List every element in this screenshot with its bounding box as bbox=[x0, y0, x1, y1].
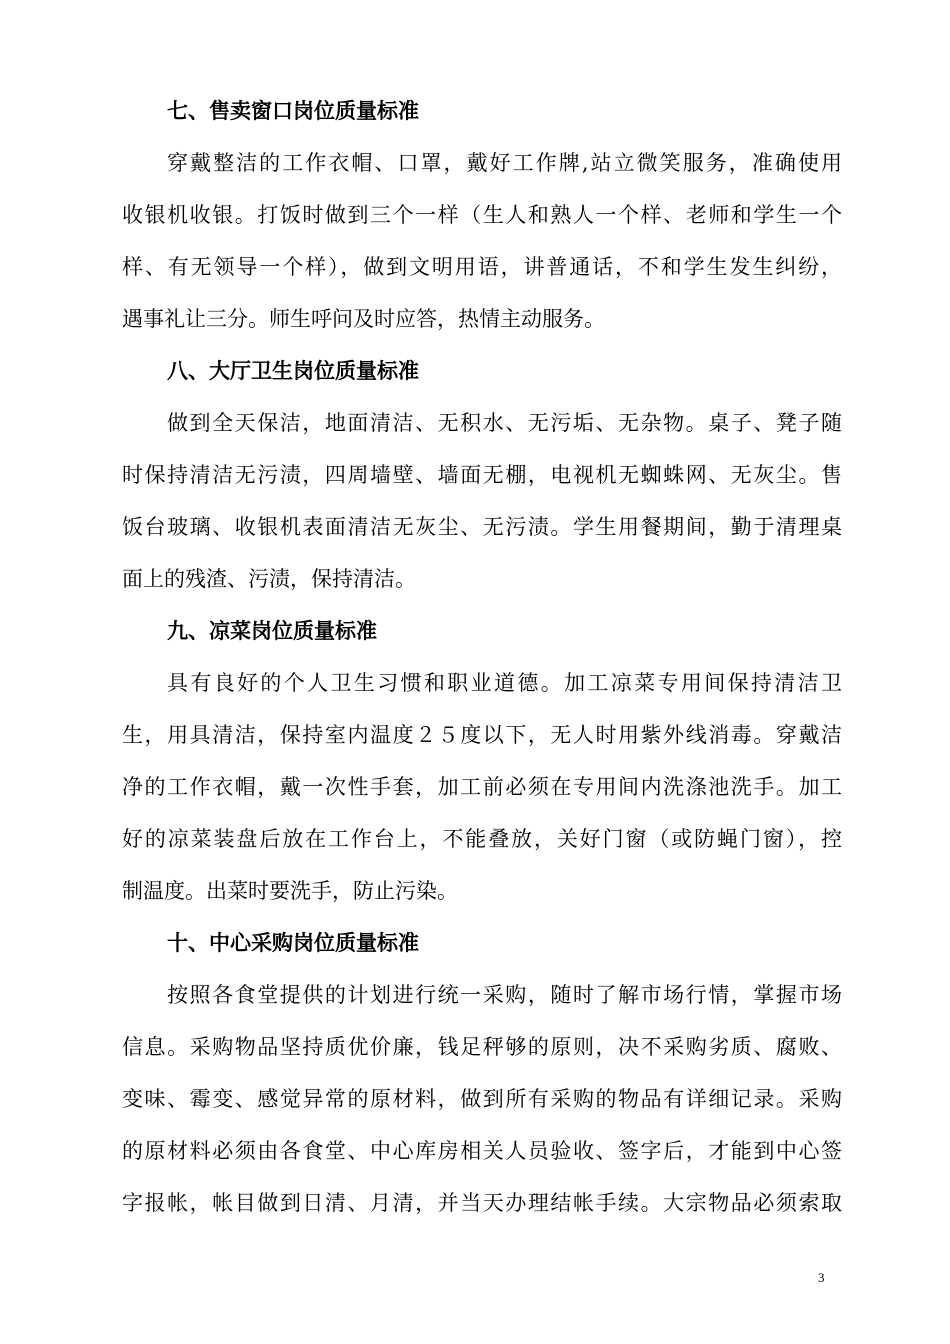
section-paragraph bbox=[122, 657, 842, 917]
section-paragraph bbox=[122, 137, 842, 345]
paragraph-line: 面上的残渣、污渍，保持清洁。 bbox=[122, 567, 416, 591]
paragraph-line: 饭台玻璃、收银机表面清洁无灰尘、无污渍。学生用餐期间，勤于清理桌 bbox=[122, 515, 842, 539]
paragraph-line: 遇事礼让三分。师生呼问及时应答，热情主动服务。 bbox=[122, 307, 605, 331]
paragraph-line: 时保持清洁无污渍，四周墙壁、墙面无棚，电视机无蜘蛛网、无灰尘。售 bbox=[122, 463, 842, 487]
section-hall-hygiene bbox=[122, 345, 842, 605]
section-heading: 九、凉菜岗位质量标准 bbox=[167, 619, 377, 643]
page-number: 3 bbox=[818, 1270, 825, 1285]
paragraph-line: 具有良好的个人卫生习惯和职业道德。加工凉菜专用间保持清洁卫 bbox=[167, 671, 842, 695]
paragraph-line: 制温度。出菜时要洗手，防止污染。 bbox=[122, 879, 458, 903]
paragraph-line: 穿戴整洁的工作衣帽、口罩，戴好工作牌,站立微笑服务，准确使用 bbox=[167, 151, 842, 175]
section-heading: 七、售卖窗口岗位质量标准 bbox=[167, 99, 419, 123]
section-cold-dishes bbox=[122, 605, 842, 917]
paragraph-line: 信息。采购物品坚持质优价廉，钱足秤够的原则，决不采购劣质、腐败、 bbox=[122, 1035, 842, 1059]
section-central-purchasing bbox=[122, 917, 842, 1229]
section-sales-window bbox=[122, 85, 842, 345]
paragraph-line: 生，用具清洁，保持室内温度２５度以下，无人时用紫外线消毒。穿戴洁 bbox=[122, 723, 842, 747]
section-paragraph bbox=[122, 969, 842, 1229]
paragraph-line: 的原材料必须由各食堂、中心库房相关人员验收、签字后，才能到中心签 bbox=[122, 1139, 842, 1163]
paragraph-line: 按照各食堂提供的计划进行统一采购，随时了解市场行情，掌握市场 bbox=[167, 983, 842, 1007]
paragraph-line: 做到全天保洁，地面清洁、无积水、无污垢、无杂物。桌子、凳子随 bbox=[167, 411, 842, 435]
document-page bbox=[122, 85, 842, 1229]
paragraph-line: 好的凉菜装盘后放在工作台上，不能叠放，关好门窗（或防蝇门窗），控 bbox=[122, 827, 842, 851]
paragraph-line: 收银机收银。打饭时做到三个一样（生人和熟人一个样、老师和学生一个 bbox=[122, 203, 842, 227]
section-paragraph bbox=[122, 397, 842, 605]
paragraph-line: 净的工作衣帽，戴一次性手套，加工前必须在专用间内洗涤池洗手。加工 bbox=[122, 775, 842, 799]
paragraph-line: 变味、霉变、感觉异常的原材料，做到所有采购的物品有详细记录。采购 bbox=[122, 1087, 842, 1111]
section-heading: 八、大厅卫生岗位质量标准 bbox=[167, 359, 419, 383]
section-heading: 十、中心采购岗位质量标准 bbox=[167, 931, 419, 955]
paragraph-line: 样、有无领导一个样），做到文明用语，讲普通话，不和学生发生纠纷， bbox=[122, 255, 842, 279]
paragraph-line: 字报帐，帐目做到日清、月清，并当天办理结帐手续。大宗物品必须索取 bbox=[122, 1191, 842, 1215]
